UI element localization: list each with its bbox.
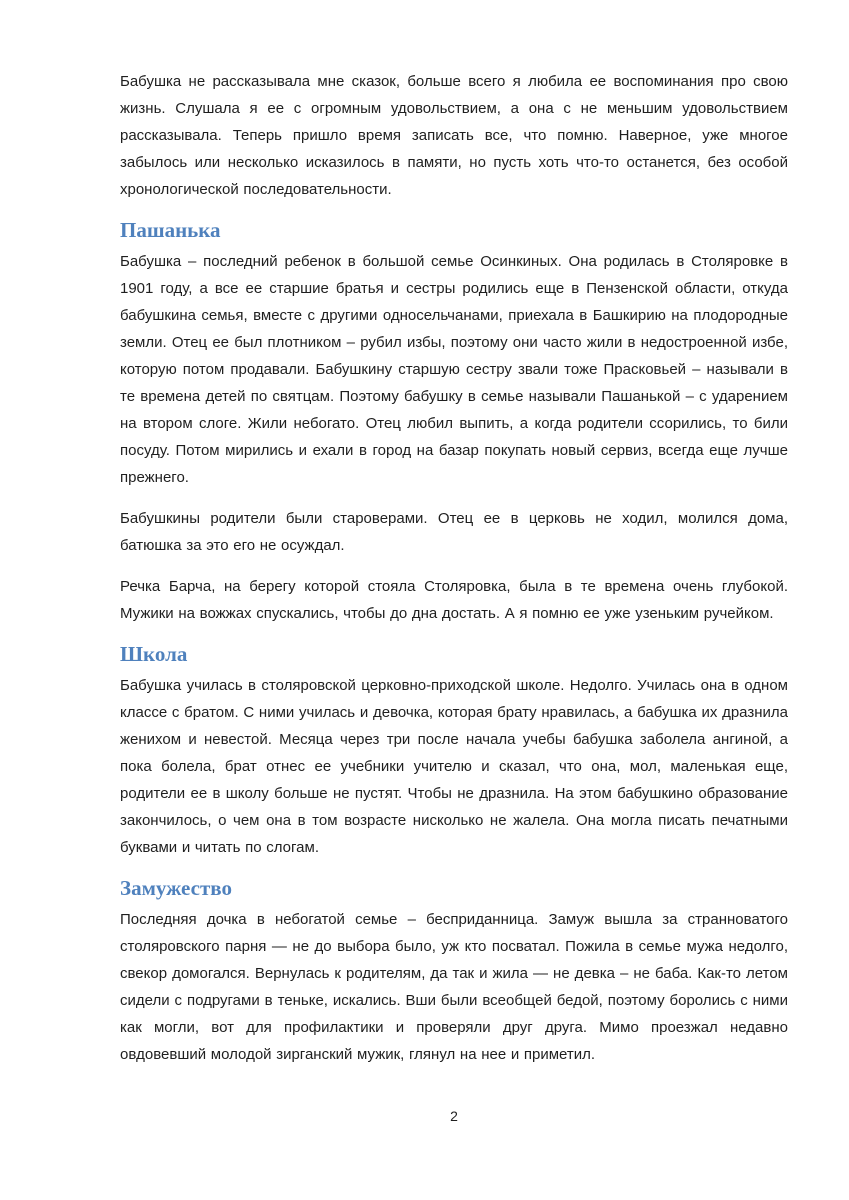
document-body [120,68,788,1082]
paragraph: Бабушка училась в столяровской церковно-приходской школе. Недолго. Училась она в одном классе с братом. С ними училась и девочка, которая брату нравилась, а бабушка их дразнила женихом и невестой. Месяца через три после начала учебы бабушка заболела ангиной, а пока болела, брат отнес ее учебники учителю и сказал, что она, мол, маленькая еще, родители ее в школу больше не пустят. Чтобы не дразнила. На этом бабушкино образование закончилось, о чем она в том возрасте нисколько не жалела. Она могла писать печатными буквами и читать по слогам. [120,677,788,856]
section-heading-pashanka: Пашанька [120,218,221,242]
paragraph: Речка Барча, на берегу которой стояла Столяровка, была в те времена очень глубокой. Мужики на вожжах спускались, чтобы до дна достать. А я помню ее уже узеньким ручейком. [120,578,788,622]
paragraph: Бабушка – последний ребенок в большой семье Осинкиных. Она родилась в Столяровке в 1901 году, а все ее старшие братья и сестры родились еще в Пензенской области, откуда бабушкина семья, вместе с другими односельчанами, приехала в Башкирию на плодородные земли. Отец ее был плотником – рубил избы, поэтому они часто жили в недостроенной избе, которую потом продавали. Бабушкину старшую сестру звали тоже Прасковьей – называли в те времена детей по святцам. Поэтому бабушку в семье называли Пашанькой – с ударением на втором слоге. Жили небогато. Отец любил выпить, а когда родители ссорились, то били посуду. Потом мирились и ехали в город на базар покупать новый сервиз, всегда еще лучше прежнего. [120,253,788,486]
paragraph: Последняя дочка в небогатой семье – бесприданница. Замуж вышла за странноватого столяровского парня — не до выбора было, уж кто посватал. Пожила в семье мужа недолго, свекор домогался. Вернулась к родителям, да так и жила — не девка – не баба. Как-то летом сидели с подругами в теньке, искались. Вши были всеобщей бедой, поэтому боролись с ними как могли, вот для профилактики и проверяли друг друга. Мимо проезжал недавно овдовевший молодой зирганский мужик, глянул на нее и приметил. [120,911,788,1063]
section-heading-shkola: Школа [120,642,188,666]
page-number: 2 [450,1108,458,1124]
paragraph: Бабушкины родители были староверами. Отец ее в церковь не ходил, молился дома, батюшка за это его не осуждал. [120,510,788,554]
intro-paragraph: Бабушка не рассказывала мне сказок, больше всего я любила ее воспоминания про свою жизнь. Слушала я ее с огромным удовольствием, а она с не меньшим удовольствием рассказывала. Теперь пришло время записать все, что помню. Наверное, уже многое забылось или несколько исказилось в памяти, но пусть хоть что-то останется, без особой хронологической последовательности. [120,73,788,198]
section-heading-zamuzhestvo: Замужество [120,876,232,900]
